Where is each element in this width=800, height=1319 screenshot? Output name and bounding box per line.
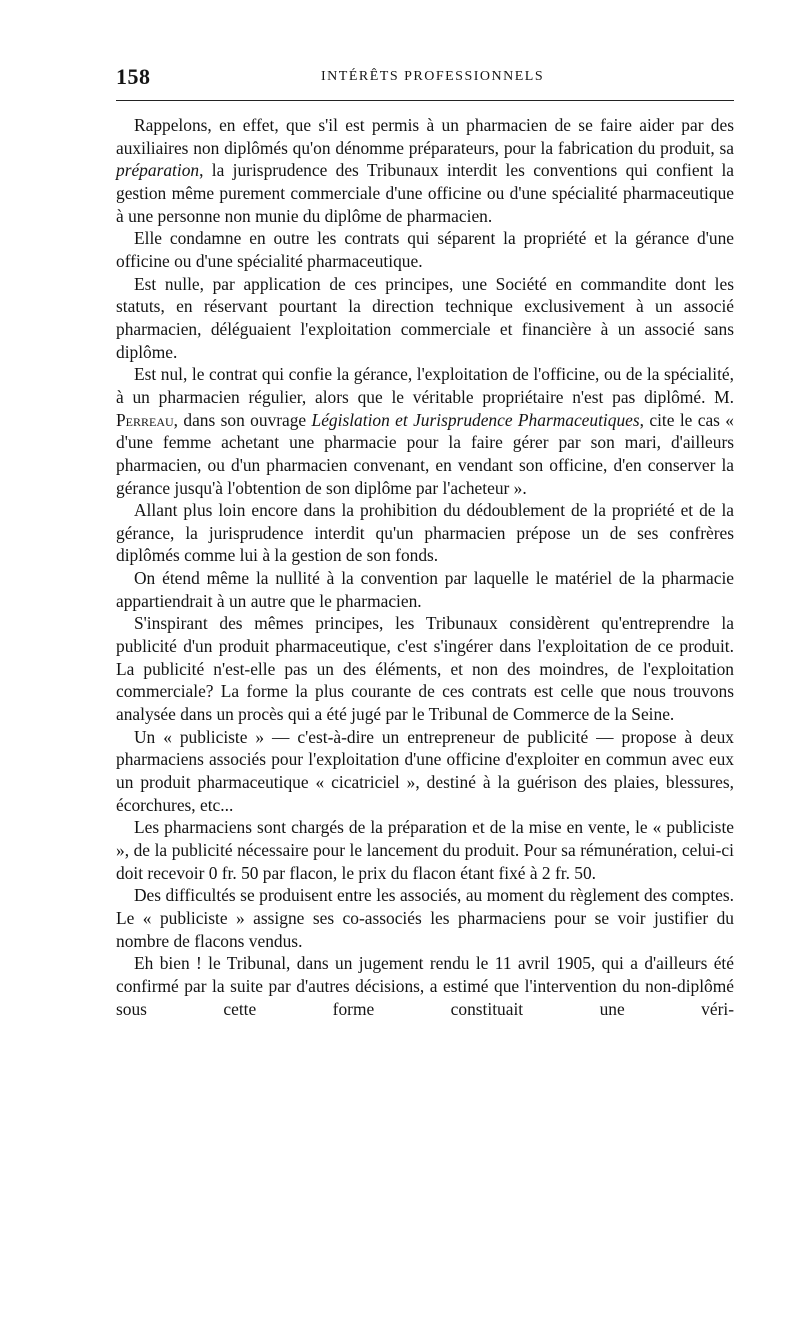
emphasis-preparation: préparation	[116, 160, 200, 181]
paragraph-4-text-a: Est nul, le contrat qui confie la gérance, l'exploitation de l'officine, ou de la spécialité, à un pharmacien régulier, alors que le véritable propriétaire n'est pas diplômé. M.	[116, 364, 734, 407]
paragraph-1	[116, 114, 734, 227]
paragraph-4	[116, 363, 734, 499]
paragraph-1-tail: , la jurisprudence des Tribunaux interdit les conventions qui confient la gestion même purement commerciale d'une officine ou d'une spécialité pharmaceutique à une personne non munie du diplôme de pharmacien.	[116, 160, 734, 226]
paragraph-5: Allant plus loin encore dans la prohibition du dédoublement de la propriété et de la gérance, la jurisprudence interdit qu'un pharmacien prépose un de ses confrères diplômés comme lui à la gestion de son fonds.	[116, 500, 734, 566]
paragraph-6: On étend même la nullité à la convention par laquelle le matériel de la pharmacie appartiendrait à un autre que le pharmacien.	[116, 568, 734, 611]
paragraph-9: Les pharmaciens sont chargés de la préparation et de la mise en vente, le « publiciste », de la publicité nécessaire pour le lancement du produit. Pour sa rémunération, celui-ci doit recevoir 0 fr. 50 par flacon, le prix du flacon étant fixé à 2 fr. 50.	[116, 817, 734, 883]
paragraph-2: Elle condamne en outre les contrats qui séparent la propriété et la gérance d'une officine ou d'une spécialité pharmaceutique.	[116, 228, 734, 271]
paragraph-3: Est nulle, par application de ces principes, une Société en commandite dont les statuts, en réservant pourtant la direction technique exclusivement à un associé pharmacien, déléguaient l'exploitation commerciale et financière à un associé sans diplôme.	[116, 273, 734, 362]
paragraph-4-text-c: , cite le cas « d'une femme achetant une pharmacie pour la faire gérer par son mari, d'ailleurs pharmacien, ou d'un pharmacien convenant, en vendant son officine, d'en conserver la gérance jusqu'à l'obtention de son diplôme par l'acheteur ».	[116, 409, 734, 498]
paragraph-4-text-b: , dans son ouvrage	[173, 409, 312, 430]
work-title: Législation et Jurisprudence Pharmaceutiques	[311, 409, 640, 430]
paragraph-11: Eh bien ! le Tribunal, dans un jugement rendu le 11 avril 1905, qui a d'ailleurs été confirmé par la suite par d'autres décisions, a estimé que l'intervention du non-diplômé sous cette forme constituait une véri-	[116, 953, 734, 1019]
body-text	[116, 114, 734, 1020]
running-head	[116, 64, 734, 92]
paragraph-7: S'inspirant des mêmes principes, les Tribunaux considèrent qu'entreprendre la publicité d'un produit pharmaceutique, c'est s'ingérer dans l'exploitation de ce produit. La publicité n'est-elle pas un des éléments, et non des moindres, de l'exploitation commerciale? La forme la plus courante de ces contrats est celle que nous trouvons analysée dans un procès qui a été jugé par le Tribunal de Commerce de la Seine.	[116, 613, 734, 725]
paragraph-10: Des difficultés se produisent entre les associés, au moment du règlement des comptes. Le « publiciste » assigne ses co-associés les pharmaciens pour se voir justifier du nombre de flacons vendus.	[116, 885, 734, 951]
paragraph-8: Un « publiciste » — c'est-à-dire un entrepreneur de publicité — propose à deux pharmaciens associés pour l'exploitation d'une officine d'exploiter en commun avec eux un produit pharmaceutique « cicatriciel », destiné à la guérison des plaies, blessures, écorchures, etc...	[116, 726, 734, 815]
paragraph-1-text: Rappelons, en effet, que s'il est permis à un pharmacien de se faire aider par des auxiliaires non diplômés qu'on dénomme préparateurs, pour la fabrication du produit, sa	[116, 115, 734, 158]
author-name: Perreau	[116, 409, 174, 430]
running-title: INTÉRÊTS PROFESSIONNELS	[321, 69, 545, 84]
header-rule	[116, 100, 734, 101]
page-number: 158	[116, 64, 151, 89]
